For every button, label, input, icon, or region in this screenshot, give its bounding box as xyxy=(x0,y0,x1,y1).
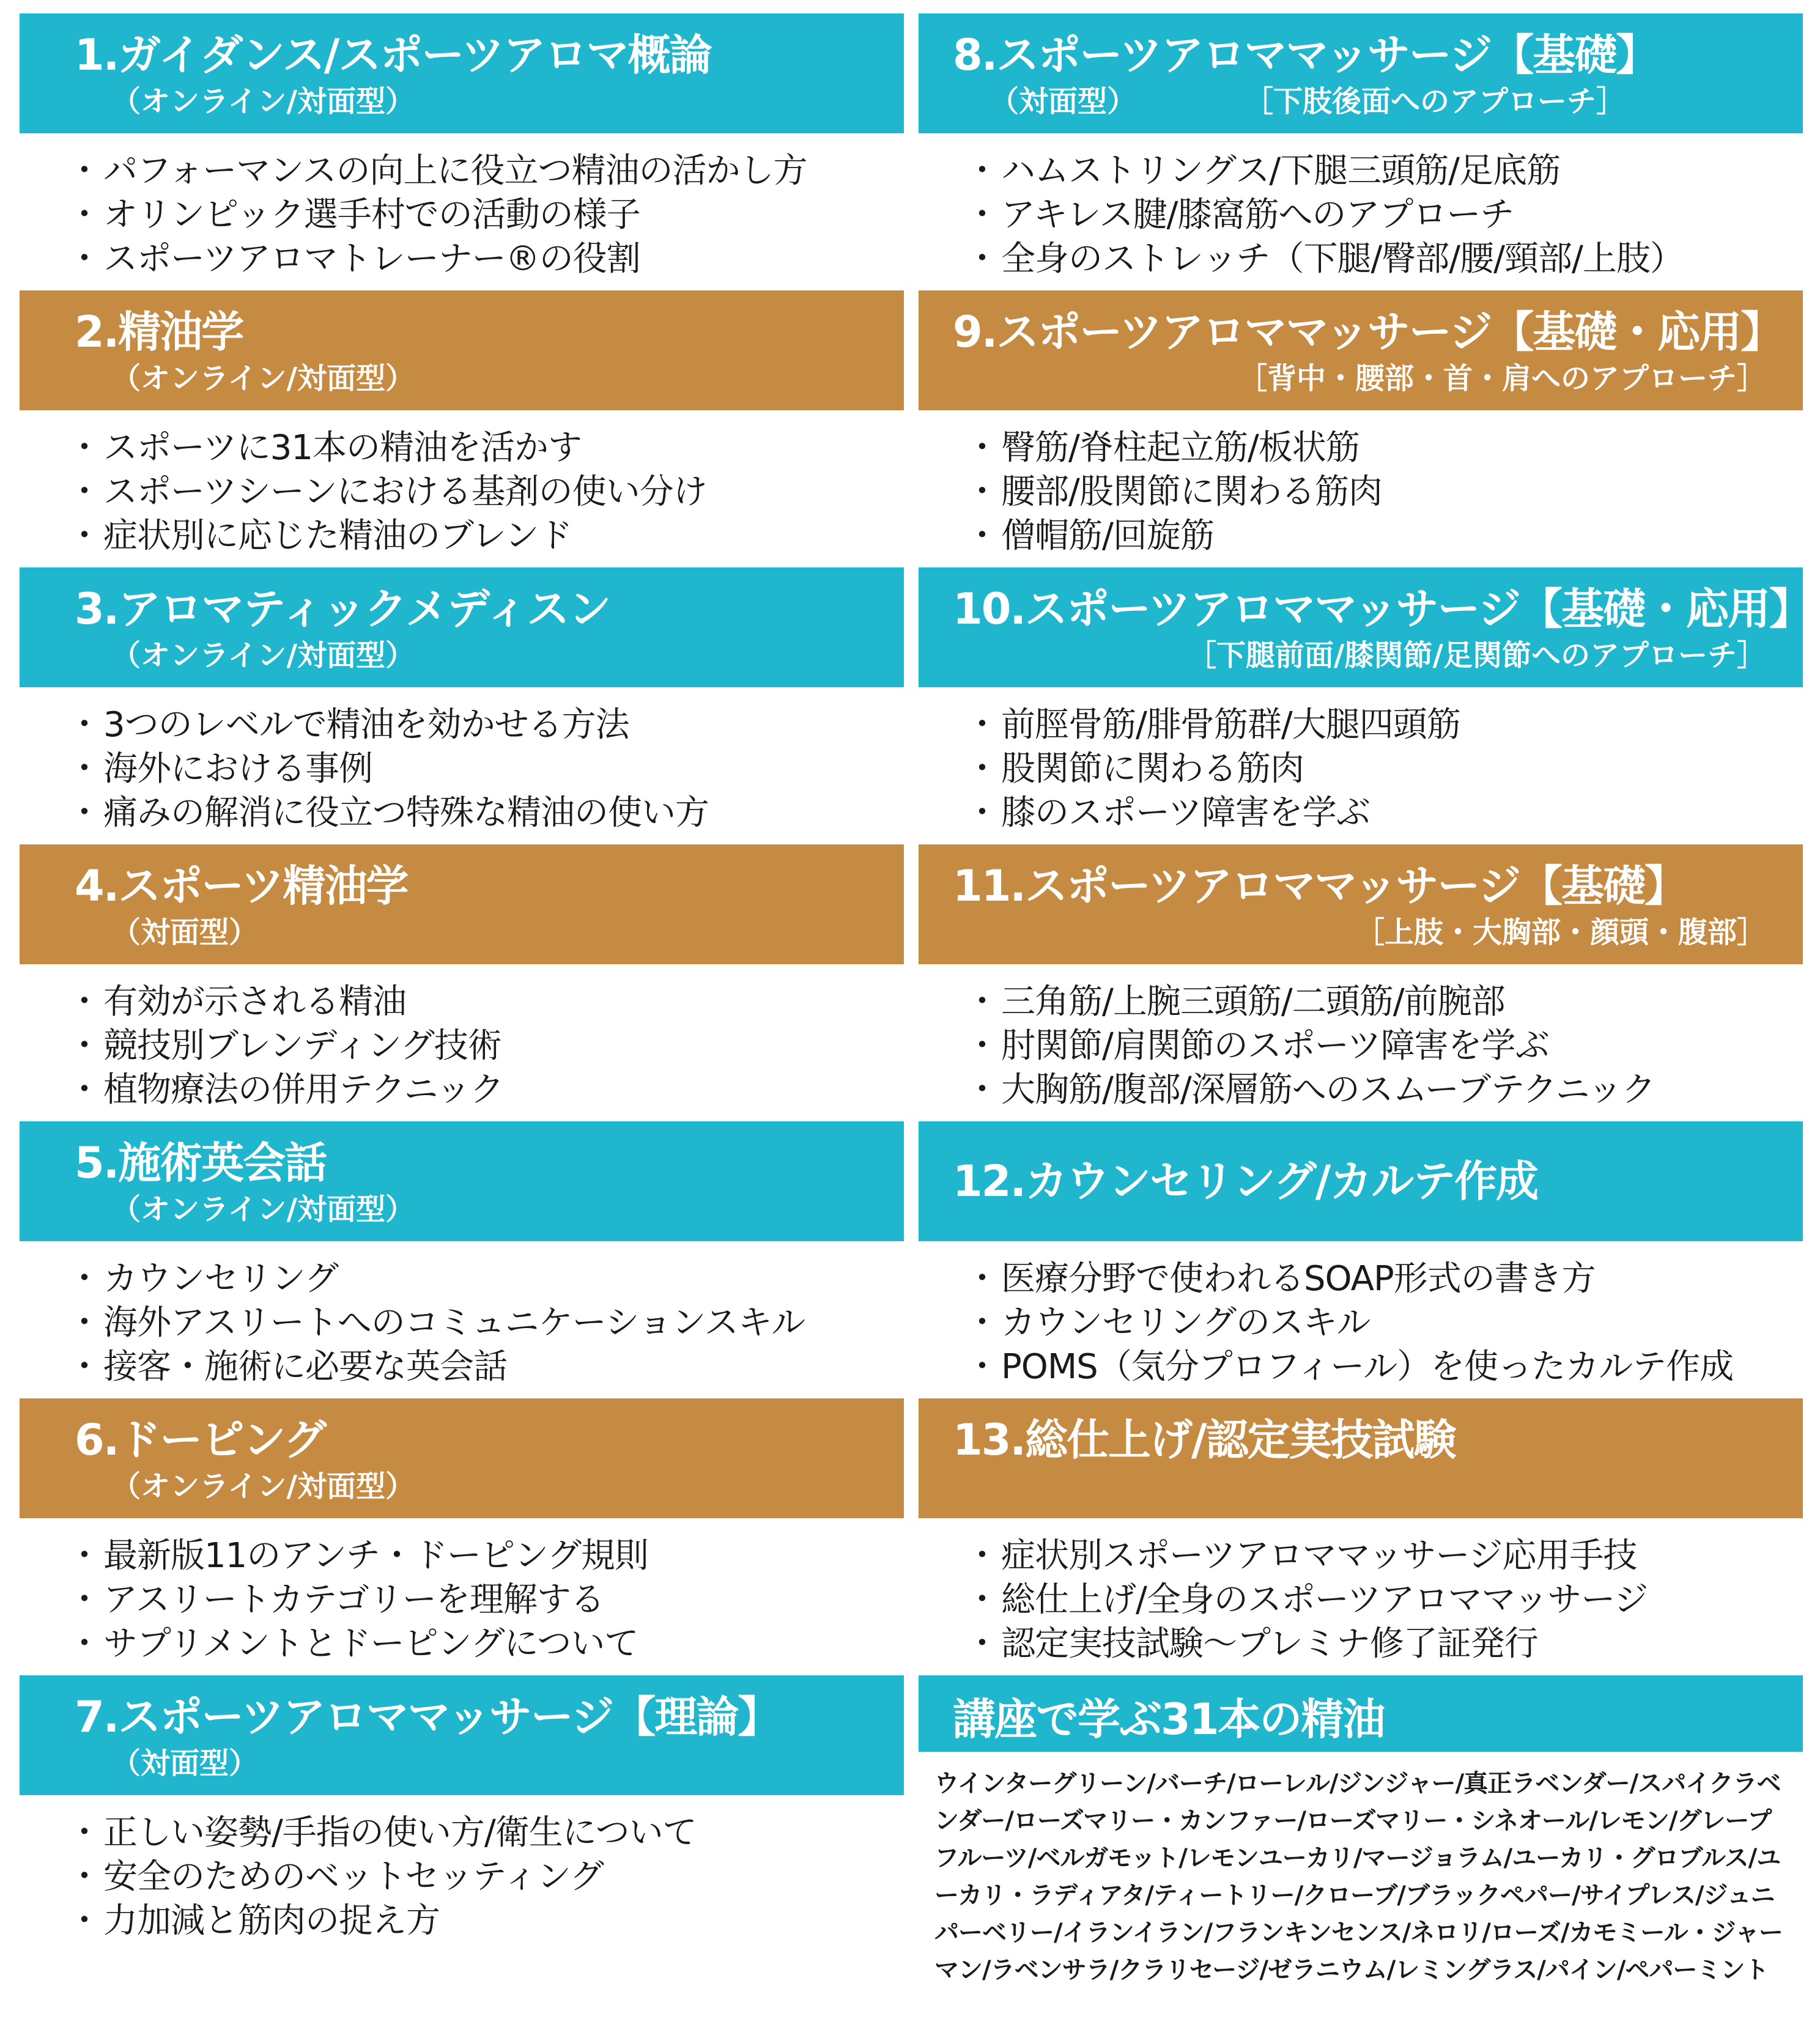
list-item: ・ 植物療法の併用テクニック xyxy=(67,1068,904,1112)
course-format-1: （オンライン/対面型） xyxy=(111,84,415,119)
list-item: ・ 症状別に応じた精油のブレンド xyxy=(67,514,904,558)
course-block-12 xyxy=(919,1121,1803,1398)
course-block-8 xyxy=(919,13,1803,290)
list-item: ・ 競技別ブレンディング技術 xyxy=(67,1024,904,1068)
course-header-12 xyxy=(919,1121,1803,1241)
list-item: ・ 股関節に関わる筋肉 xyxy=(965,747,1803,791)
course-items-7 xyxy=(20,1795,904,1943)
list-item: ・ 有効が示される精油 xyxy=(67,980,904,1024)
course-items-3 xyxy=(20,687,904,835)
oils-header xyxy=(919,1675,1803,1752)
course-header-6 xyxy=(20,1398,904,1518)
course-block-7 xyxy=(20,1675,904,1952)
course-items-5 xyxy=(20,1241,904,1389)
course-block-3 xyxy=(20,567,904,844)
list-item: ・ 症状別スポーツアロママッサージ応用手技 xyxy=(965,1534,1803,1578)
list-item: ・ 三角筋/上腕三頭筋/二頭筋/前腕部 xyxy=(965,980,1803,1024)
list-item: ・ パフォーマンスの向上に役立つ精油の活かし方 xyxy=(67,149,904,193)
course-title-11: 11.スポーツアロママッサージ【基礎】 xyxy=(953,861,1687,911)
list-item: ・ 腰部/股関節に関わる筋肉 xyxy=(965,470,1803,514)
oils-list-text: ウインターグリーン/バーチ/ローレル/ジンジャー/真正ラベンダー/スパイクラベンダー/ローズマリー・カンファー/ローズマリー・シネオール/レモン/グレープフルーツ/ベルガモット/レモンユーカリ/マージョラム/ユーカリ・グロブルス/ユーカリ・ラディアタ/ティートリー/クローブ/ブラックペパー/サイプレス/ジュニパーベリー/イランイラン/フランキンセンス/ネロリ/ローズ/カモミール・ジャーマン/ラベンサラ/クラリセージ/ゼラニウム/レミングラス/パイン/ペパーミント xyxy=(934,1770,1783,1984)
course-block-2 xyxy=(20,290,904,567)
course-block-9 xyxy=(919,290,1803,567)
course-title-13: 13.総仕上げ/認定実技試験 xyxy=(953,1415,1456,1465)
course-title-6: 6.ドーピング xyxy=(75,1415,325,1465)
oils-title: 講座で学ぶ31本の精油 xyxy=(953,1694,1385,1744)
list-item: ・ 僧帽筋/回旋筋 xyxy=(965,514,1803,558)
course-header-13 xyxy=(919,1398,1803,1518)
course-title-9: 9.スポーツアロママッサージ【基礎・応用】 xyxy=(953,307,1783,357)
list-item: ・ スポーツアロマトレーナー®の役割 xyxy=(67,237,904,281)
course-title-1: 1.ガイダンス/スポーツアロマ概論 xyxy=(75,30,711,80)
course-header-1 xyxy=(20,13,904,133)
course-header-4 xyxy=(20,844,904,964)
list-item: ・ 医療分野で使われるSOAP形式の書き方 xyxy=(965,1257,1803,1301)
course-title-12: 12.カウンセリング/カルテ作成 xyxy=(953,1156,1538,1206)
course-header-11 xyxy=(919,844,1803,964)
list-item: ・ 膝のスポーツ障害を学ぶ xyxy=(965,791,1803,835)
course-items-13 xyxy=(919,1518,1803,1666)
course-format-5: （オンライン/対面型） xyxy=(111,1192,415,1227)
course-title-4: 4.スポーツ精油学 xyxy=(75,861,408,911)
right-column xyxy=(919,13,1811,1984)
course-block-5 xyxy=(20,1121,904,1398)
course-items-6 xyxy=(20,1518,904,1666)
list-item: ・ 認定実技試験～プレミナ修了証発行 xyxy=(965,1622,1803,1666)
course-title-5: 5.施術英会話 xyxy=(75,1138,327,1188)
course-title-7: 7.スポーツアロママッサージ【理論】 xyxy=(75,1692,780,1742)
course-header-5 xyxy=(20,1121,904,1241)
course-items-10 xyxy=(919,687,1803,835)
list-item: ・ 最新版11のアンチ・ドーピング規則 xyxy=(67,1534,904,1578)
list-item: ・ 前脛骨筋/腓骨筋群/大腿四頭筋 xyxy=(965,703,1803,747)
list-item: ・ スポーツシーンにおける基剤の使い分け xyxy=(67,470,904,514)
course-items-2 xyxy=(20,410,904,558)
course-title-8: 8.スポーツアロママッサージ【基礎】 xyxy=(953,30,1658,80)
list-item: ・ POMS（気分プロフィール）を使ったカルテ作成 xyxy=(965,1345,1803,1389)
course-header-8 xyxy=(919,13,1803,133)
list-item: ・ サプリメントとドーピングについて xyxy=(67,1622,904,1666)
oils-block xyxy=(919,1675,1803,1984)
course-format-11: ［上肢・大胸部・顔頭・腹部］ xyxy=(1355,915,1766,950)
course-format-3: （オンライン/対面型） xyxy=(111,638,415,673)
list-item: ・ 総仕上げ/全身のスポーツアロママッサージ xyxy=(965,1578,1803,1622)
course-header-9 xyxy=(919,290,1803,410)
course-format-6: （オンライン/対面型） xyxy=(111,1469,415,1504)
course-items-9 xyxy=(919,410,1803,558)
course-format-10: ［下腿前面/膝関節/足関節へのアプローチ］ xyxy=(1186,638,1766,673)
list-item: ・ カウンセリングのスキル xyxy=(965,1301,1803,1345)
course-items-4 xyxy=(20,964,904,1112)
course-block-1 xyxy=(20,13,904,290)
list-item: ・ 海外における事例 xyxy=(67,747,904,791)
left-column xyxy=(20,13,904,1952)
list-item: ・ ハムストリングス/下腿三頭筋/足底筋 xyxy=(965,149,1803,193)
course-items-1 xyxy=(20,133,904,281)
course-format-9: ［背中・腰部・首・肩へのアプローチ］ xyxy=(1237,361,1766,396)
course-title-2: 2.精油学 xyxy=(75,307,243,357)
list-item: ・ 肘関節/肩関節のスポーツ障害を学ぶ xyxy=(965,1024,1803,1068)
course-header-7 xyxy=(20,1675,904,1795)
list-item: ・ 正しい姿勢/手指の使い方/衛生について xyxy=(67,1811,904,1855)
list-item: ・ 力加減と筋肉の捉え方 xyxy=(67,1899,904,1943)
course-header-10 xyxy=(919,567,1811,687)
course-format-8 xyxy=(953,83,1803,120)
course-block-13 xyxy=(919,1398,1803,1675)
course-block-11 xyxy=(919,844,1803,1121)
course-block-6 xyxy=(20,1398,904,1675)
course-format-8-focus: ［下肢後面へのアプローチ］ xyxy=(1259,84,1626,119)
list-item: ・ 3つのレベルで精油を効かせる方法 xyxy=(67,703,904,747)
list-item: ・ アスリートカテゴリーを理解する xyxy=(67,1578,904,1622)
list-item: ・ 大胸筋/腹部/深層筋へのスムーブテクニック xyxy=(965,1068,1803,1112)
list-item: ・ オリンピック選手村での活動の様子 xyxy=(67,193,904,237)
course-header-3 xyxy=(20,567,904,687)
list-item: ・ 接客・施術に必要な英会話 xyxy=(67,1345,904,1389)
list-item: ・ アキレス腱/膝窩筋へのアプローチ xyxy=(965,193,1803,237)
list-item: ・ 海外アスリートへのコミュニケーションスキル xyxy=(67,1301,904,1345)
list-item: ・ 全身のストレッチ（下腿/臀部/腰/頸部/上肢） xyxy=(965,237,1803,281)
course-format-7: （対面型） xyxy=(111,1746,259,1781)
course-header-2 xyxy=(20,290,904,410)
course-block-10 xyxy=(919,567,1811,844)
course-format-8-type: （対面型） xyxy=(990,84,1137,119)
course-items-12 xyxy=(919,1241,1803,1389)
course-format-4: （対面型） xyxy=(111,915,259,950)
course-format-2: （オンライン/対面型） xyxy=(111,361,415,396)
list-item: ・ カウンセリング xyxy=(67,1257,904,1301)
list-item: ・ 痛みの解消に役立つ特殊な精油の使い方 xyxy=(67,791,904,835)
course-items-11 xyxy=(919,964,1803,1112)
list-item: ・ スポーツに31本の精油を活かす xyxy=(67,426,904,470)
list-item: ・ 安全のためのベットセッティング xyxy=(67,1855,904,1899)
course-title-3: 3.アロマティックメディスン xyxy=(75,584,610,634)
course-block-4 xyxy=(20,844,904,1121)
list-item: ・ 臀筋/脊柱起立筋/板状筋 xyxy=(965,426,1803,470)
course-title-10: 10.スポーツアロママッサージ【基礎・応用】 xyxy=(953,584,1811,634)
course-items-8 xyxy=(919,133,1803,281)
